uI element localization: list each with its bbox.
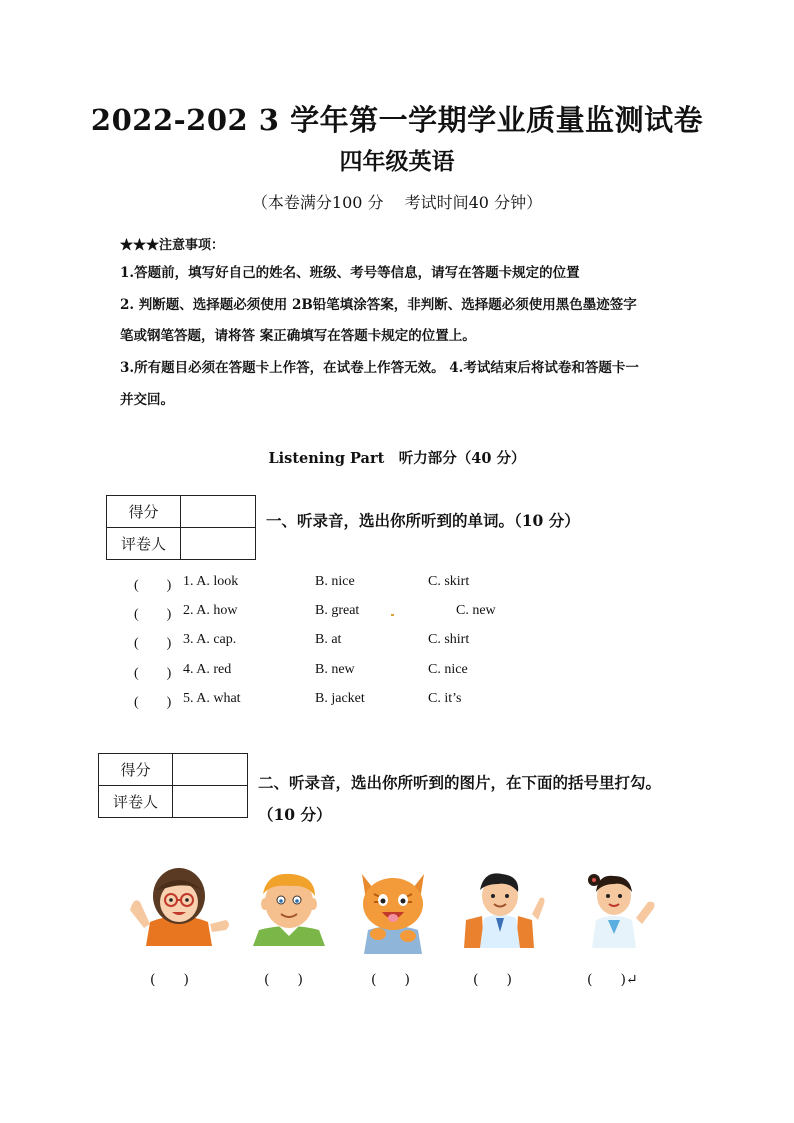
answer-paren[interactable]: ( )↵ xyxy=(587,972,638,988)
score-label: 得分 xyxy=(99,754,173,786)
exam-title: 2022-202 3 学年第一学期学业质量监测试卷 xyxy=(90,103,704,137)
notice-line: 笔或钢笔答题，请将答 案正确填写在答题卡规定的位置上。 xyxy=(120,328,476,344)
option-a: 4. A. red xyxy=(183,662,232,677)
schoolboy-waving-icon xyxy=(458,870,548,948)
schoolgirl-waving-icon xyxy=(572,868,662,948)
grader-blank[interactable] xyxy=(181,528,256,560)
grader-label: 评卷人 xyxy=(99,786,173,818)
answer-paren[interactable]: ( ) xyxy=(134,636,172,651)
option-a: 3. A. cap. xyxy=(183,632,237,647)
grader-blank[interactable] xyxy=(173,786,248,818)
option-b: B. nice xyxy=(315,574,355,589)
score-blank[interactable] xyxy=(181,496,256,528)
option-b: B. at xyxy=(315,632,342,647)
answer-paren[interactable]: ( ) xyxy=(134,666,172,681)
option-c: C. new xyxy=(456,603,496,618)
section2-title: 二、听录音，选出你所听到的图片，在下面的括号里打勾。 xyxy=(258,773,662,792)
answer-paren[interactable]: ( ) xyxy=(150,972,189,988)
score-box-1 xyxy=(106,495,256,560)
option-a: 1. A. look xyxy=(183,574,239,589)
option-c: C. nice xyxy=(428,662,468,677)
option-b: B. new xyxy=(315,662,355,677)
answer-paren[interactable]: ( ) xyxy=(264,972,303,988)
score-box-2 xyxy=(98,753,248,818)
part-title: Listening Part 听力部分（40 分） xyxy=(268,450,526,467)
girl-with-glasses-icon xyxy=(126,866,232,946)
answer-paren[interactable]: ( ) xyxy=(371,972,410,988)
notice-heading: ★★★注意事项： xyxy=(120,238,225,253)
option-b: B. jacket xyxy=(315,691,365,706)
notice-line: 3.所有题目必须在答题卡上作答，在试卷上作答无效。 4.考试结束后将试卷和答题卡一 xyxy=(120,360,639,376)
boy-portrait-icon xyxy=(249,870,329,946)
answer-paren[interactable]: ( ) xyxy=(134,695,172,710)
answer-paren[interactable]: ( ) xyxy=(134,578,172,593)
score-blank[interactable] xyxy=(173,754,248,786)
option-a: 2. A. how xyxy=(183,603,238,618)
stray-mark xyxy=(391,614,394,616)
score-label: 得分 xyxy=(107,496,181,528)
section2-points: （10 分） xyxy=(258,805,332,824)
notice-line: 1.答题前，填写好自己的姓名、班级、考号等信息，请写在答题卡规定的位置 xyxy=(120,265,580,281)
grader-label: 评卷人 xyxy=(107,528,181,560)
cat-icon xyxy=(352,866,434,954)
answer-paren[interactable]: ( ) xyxy=(134,607,172,622)
option-c: C. it’s xyxy=(428,691,462,706)
option-c: C. skirt xyxy=(428,574,470,589)
notice-line: 2. 判断题、选择题必须使用 2B铅笔填涂答案，非判断、选择题必须使用黑色墨迹签字 xyxy=(120,297,637,313)
option-b: B. great xyxy=(315,603,360,618)
option-c: C. shirt xyxy=(428,632,470,647)
answer-paren[interactable]: ( ) xyxy=(473,972,512,988)
notice-line: 并交回。 xyxy=(120,392,174,408)
exam-subtitle: 四年级英语 xyxy=(339,148,455,175)
exam-info: （本卷满分100 分 考试时间40 分钟） xyxy=(251,193,543,212)
section1-title: 一、听录音，选出你所听到的单词。（10 分） xyxy=(266,511,580,530)
option-a: 5. A. what xyxy=(183,691,241,706)
